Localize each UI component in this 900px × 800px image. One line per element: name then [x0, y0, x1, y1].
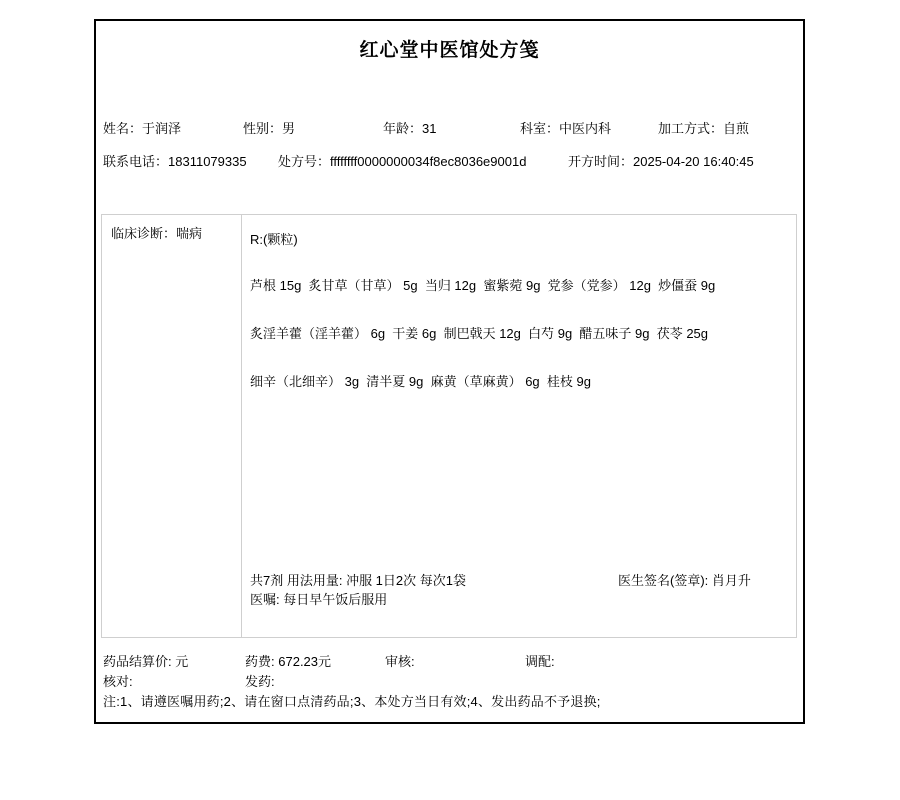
- field-rx-time-value: 2025-04-20 16:40:45: [633, 154, 754, 169]
- prescription-box: [101, 214, 797, 638]
- diagnosis-value: 喘病: [176, 226, 203, 241]
- field-rx-number-label: 处方号：: [278, 154, 331, 169]
- field-phone-label: 联系电话：: [103, 154, 169, 169]
- field-phone: [103, 151, 247, 170]
- field-department-value: 中医内科: [559, 121, 612, 136]
- field-rx-number: [278, 151, 526, 170]
- doctor-signature: 医生签名(签章): 肖月升: [618, 573, 751, 588]
- field-department: [520, 118, 611, 137]
- column-divider: [241, 215, 242, 637]
- field-age-label: 年龄：: [383, 121, 423, 136]
- prepare-field: 调配:: [525, 654, 555, 669]
- field-rx-time-label: 开方时间：: [568, 154, 634, 169]
- fee-field: [245, 651, 331, 670]
- field-phone-value: 18311079335: [168, 154, 247, 169]
- field-rx-time: [568, 151, 754, 170]
- usage-line: 共7剂 用法用量: 冲服 1日2次 每次1袋: [250, 573, 466, 588]
- rx-header: R:(颗粒): [250, 232, 298, 247]
- field-processing-label: 加工方式：: [658, 121, 724, 136]
- herb-line: 芦根 15g 炙甘草（甘草） 5g 当归 12g 蜜紫菀 9g 党参（党参） 12g 炒僵蚕 9g: [250, 278, 716, 293]
- diagnosis-field: [111, 223, 202, 242]
- diagnosis-label: 临床诊断：: [111, 226, 177, 241]
- field-name: [103, 118, 181, 137]
- field-name-value: 于润泽: [142, 121, 182, 136]
- herb-line: 细辛（北细辛） 3g 清半夏 9g 麻黄（草麻黄） 6g 桂枝 9g: [250, 374, 591, 389]
- fee-label: 药费:: [245, 654, 275, 669]
- fee-value: 672.23元: [278, 654, 332, 669]
- check-field: 核对:: [103, 674, 133, 689]
- herb-line: 炙淫羊藿（淫羊藿） 6g 干姜 6g 制巴戟天 12g 白芍 9g 醋五味子 9g 茯苓 25g: [250, 326, 709, 341]
- field-age: [383, 118, 436, 137]
- field-processing-value: 自煎: [723, 121, 750, 136]
- field-age-value: 31: [422, 121, 437, 136]
- field-name-label: 姓名：: [103, 121, 143, 136]
- field-department-label: 科室：: [520, 121, 560, 136]
- prescription-sheet: [94, 19, 805, 724]
- settle-price-value: 元: [175, 654, 189, 669]
- field-gender-label: 性别：: [243, 121, 283, 136]
- review-field: 审核:: [385, 654, 415, 669]
- page-title: 红心堂中医馆处方笺: [359, 40, 540, 61]
- field-gender: [243, 118, 295, 137]
- field-processing: [658, 118, 749, 137]
- medical-instruction: 医嘱: 每日早午饭后服用: [250, 592, 388, 607]
- field-gender-value: 男: [282, 121, 296, 136]
- footer-note: 注:1、请遵医嘱用药;2、请在窗口点清药品;3、本处方当日有效;4、发出药品不予退换;: [103, 694, 601, 709]
- settle-price-label: 药品结算价:: [103, 654, 172, 669]
- settle-price-field: [103, 651, 188, 670]
- dispense-field: 发药:: [245, 674, 275, 689]
- field-rx-number-value: ffffffff0000000034f8ec8036e9001d: [330, 154, 527, 169]
